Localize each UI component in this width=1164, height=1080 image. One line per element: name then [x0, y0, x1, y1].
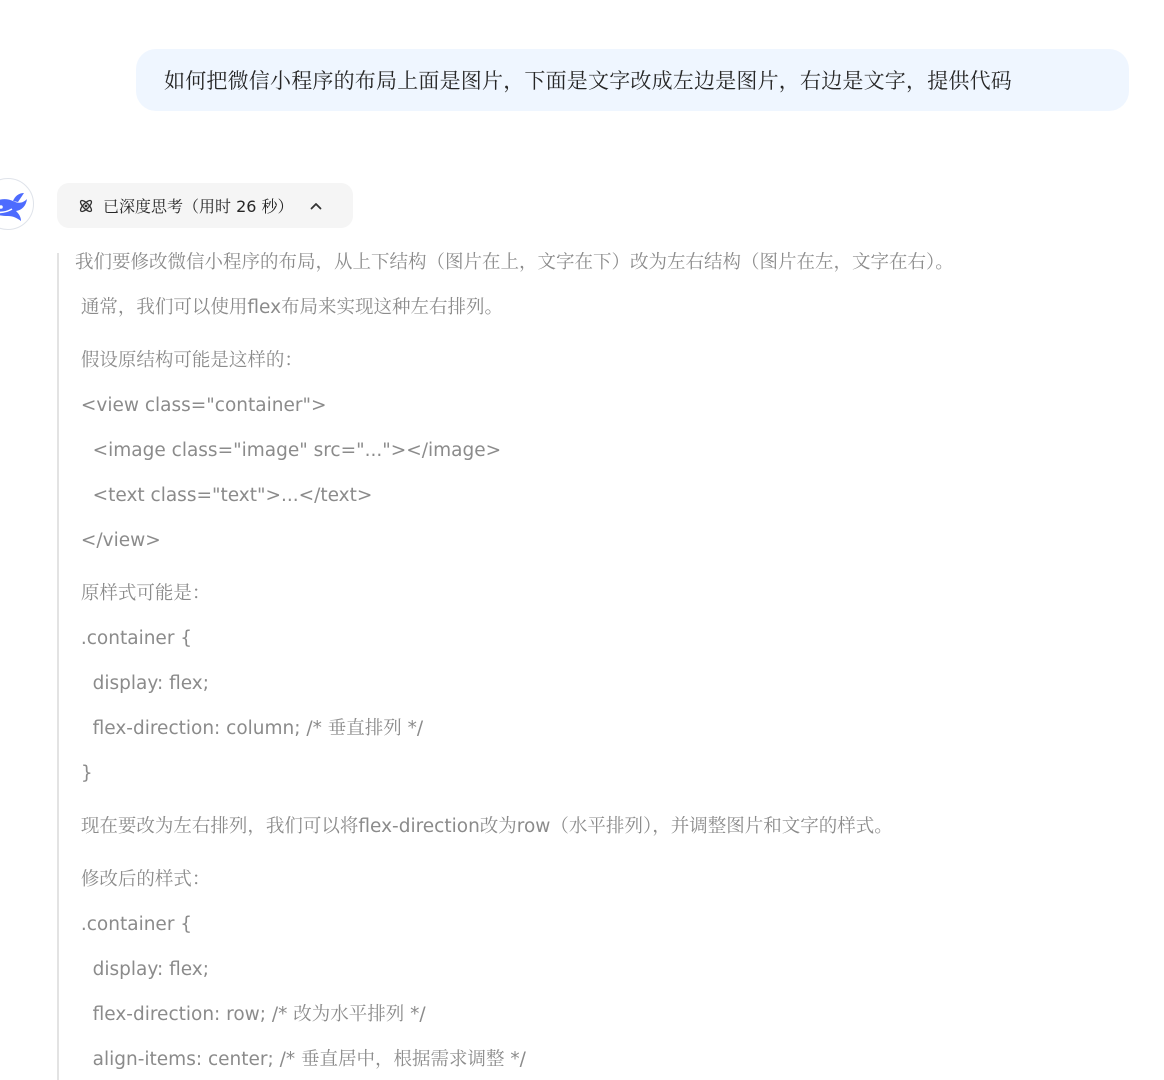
thinking-line: 假设原结构可能是这样的：: [75, 350, 303, 371]
thinking-line: <text class="text">...</text>: [75, 485, 373, 506]
user-message-bubble: [136, 49, 1129, 111]
thinking-line: 现在要改为左右排列，我们可以将flex-direction改为row（水平排列），并调整图片和文字的样式。: [75, 816, 893, 837]
thinking-line: <view class="container">: [75, 395, 327, 416]
thinking-line: 修改后的样式：: [75, 869, 211, 890]
thinking-line: align-items: center; /* 垂直居中，根据需求调整 */: [75, 1049, 526, 1070]
thinking-line: display: flex;: [75, 673, 209, 694]
thinking-line: }: [75, 763, 93, 784]
deep-think-toggle[interactable]: [57, 183, 353, 228]
thinking-line: <image class="image" src="..."></image>: [75, 440, 502, 461]
thinking-line: display: flex;: [75, 959, 209, 980]
whale-logo-icon: [0, 178, 34, 230]
user-message-text: 如何把微信小程序的布局上面是图片，下面是文字改成左边是图片，右边是文字，提供代码: [164, 69, 1012, 93]
thinking-line: 通常，我们可以使用flex布局来实现这种左右排列。: [75, 297, 504, 318]
atom-icon: [77, 197, 95, 215]
thinking-line: 原样式可能是：: [75, 583, 211, 604]
thinking-rail: [57, 253, 59, 1080]
deep-think-label: 已深度思考（用时 26 秒）: [103, 197, 294, 216]
thinking-line: 我们要修改微信小程序的布局，从上下结构（图片在上，文字在下）改为左右结构（图片在左，文字在右）。: [75, 252, 954, 273]
chevron-up-icon: [308, 198, 324, 214]
thinking-line: .container {: [75, 914, 193, 935]
thinking-line: </view>: [75, 530, 161, 551]
thinking-line: .container {: [75, 628, 193, 649]
thinking-line: flex-direction: column; /* 垂直排列 */: [75, 718, 424, 739]
thinking-line: flex-direction: row; /* 改为水平排列 */: [75, 1004, 426, 1025]
